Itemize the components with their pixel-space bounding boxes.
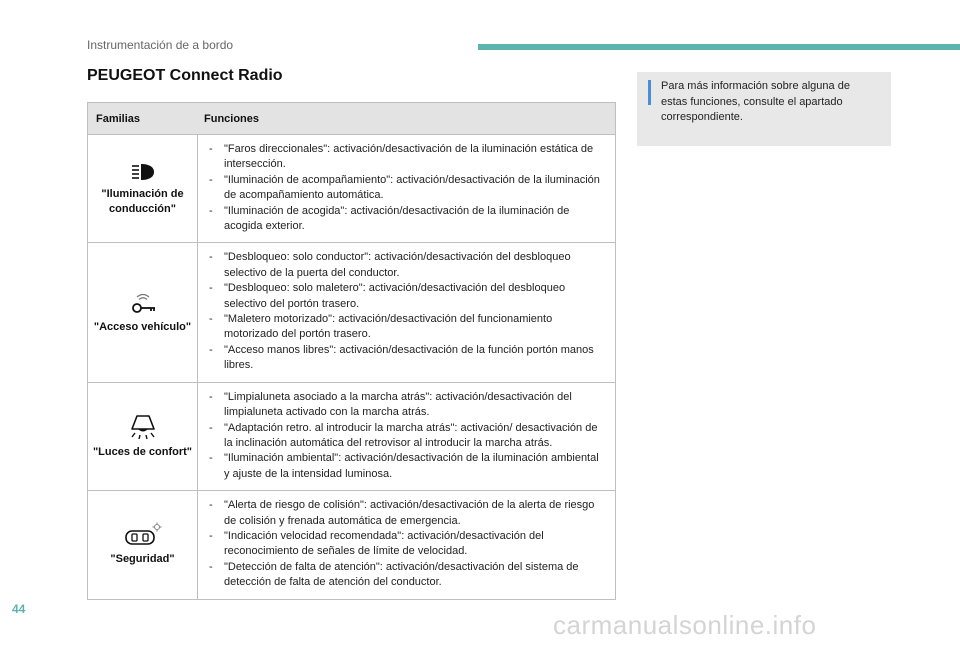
- table-row: [88, 491, 615, 598]
- section-title: PEUGEOT Connect Radio: [87, 67, 283, 84]
- running-title: Instrumentación de a bordo: [87, 38, 234, 52]
- function-item: - "Adaptación retro. al introducir la marcha atrás": activación/ desactivación de la inclinación automática del retrovisor al introducir la marcha atrás.: [206, 421, 607, 452]
- header-families: Familias: [96, 112, 141, 125]
- ceiling-lamp-icon: [128, 413, 158, 441]
- family-cell: [88, 135, 198, 242]
- table-row: [88, 243, 615, 382]
- function-item: - "Desbloqueo: solo conductor": activación/desactivación del desbloqueo selectivo de la puerta del conductor.: [206, 250, 607, 281]
- function-item: - "Faros direccionales": activación/desactivación de la iluminación estática de intersección.: [206, 142, 607, 173]
- function-item: - "Maletero motorizado": activación/desactivación del funcionamiento motorizado del portón trasero.: [206, 312, 607, 343]
- family-cell: [88, 383, 198, 490]
- family-cell: [88, 491, 198, 598]
- functions-cell: [198, 135, 615, 242]
- function-item: - "Indicación velocidad recomendada": activación/desactivación del reconocimiento de señales de límite de velocidad.: [206, 529, 607, 560]
- key-signal-icon: [128, 290, 158, 316]
- family-label: "Acceso vehículo": [93, 321, 192, 334]
- function-item: - "Iluminación de acompañamiento": activación/desactivación de la iluminación de acompañamiento automática.: [206, 173, 607, 204]
- function-item: - "Detección de falta de atención": activación/desactivación del sistema de detección de falta de atención del conductor.: [206, 560, 607, 591]
- family-label: "Iluminación de conducción": [101, 187, 184, 215]
- header-rule: [478, 44, 960, 50]
- family-cell: [88, 243, 198, 381]
- info-text: Para más información sobre alguna de estas funciones, consulte el apartado correspondiente.: [661, 80, 850, 123]
- info-icon: [648, 80, 651, 105]
- page-number: 44: [12, 602, 26, 616]
- function-item: - "Iluminación ambiental": activación/desactivación de la iluminación ambiental y ajuste de la intensidad luminosa.: [206, 451, 607, 482]
- info-box: [637, 72, 891, 146]
- function-item: - "Desbloqueo: solo maletero": activación/desactivación del desbloqueo selectivo del portón trasero.: [206, 281, 607, 312]
- header-functions: Funciones: [204, 112, 260, 125]
- functions-table: [87, 102, 616, 600]
- headlamp-icon: [129, 161, 157, 183]
- functions-cell: [198, 491, 615, 598]
- table-header: [88, 103, 615, 135]
- table-row: [88, 383, 615, 491]
- table-row: [88, 135, 615, 243]
- functions-cell: [198, 383, 615, 490]
- safety-car-icon: [124, 522, 162, 548]
- function-item: - "Limpialuneta asociado a la marcha atrás": activación/desactivación del limpialuneta activado con la marcha atrás.: [206, 390, 607, 421]
- family-label: "Luces de confort": [92, 445, 193, 458]
- functions-cell: [198, 243, 615, 381]
- function-item: - "Alerta de riesgo de colisión": activación/desactivación de la alerta de riesgo de colisión y frenada automática de emergencia.: [206, 498, 607, 529]
- function-item: - "Iluminación de acogida": activación/desactivación de la iluminación de acogida exterior.: [206, 204, 607, 235]
- function-item: - "Acceso manos libres": activación/desactivación de la función portón manos libres.: [206, 343, 607, 374]
- family-label: "Seguridad": [110, 553, 175, 566]
- watermark: carmanualsonline.info: [553, 610, 817, 640]
